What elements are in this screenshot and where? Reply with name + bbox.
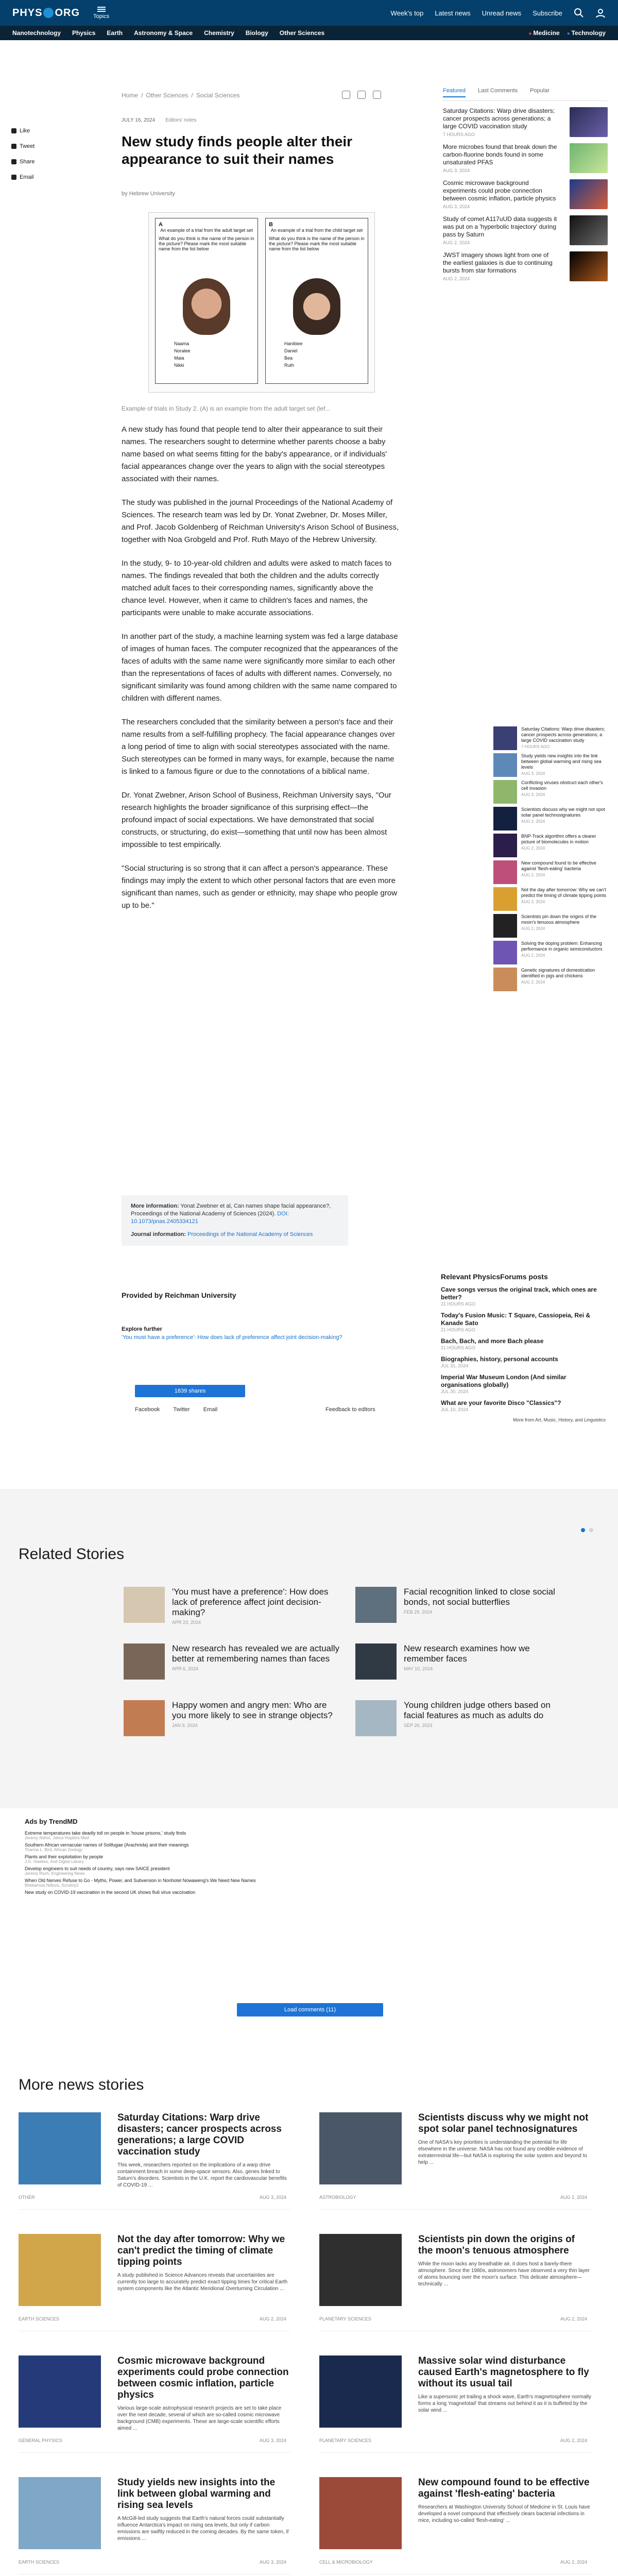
article-date: JULY 16, 2024	[122, 117, 156, 123]
nav-unread-news[interactable]: Unread news	[482, 9, 522, 17]
top-nav	[391, 8, 606, 18]
share-facebook[interactable]: Facebook	[135, 1406, 160, 1413]
news-summary: One of NASA's key priorities is understanding the potential for life elsewhere in the universe. NASA has not found any credible evidence of extraterrestrial life—but NASA is exploring the solar system and beyond to help ...	[418, 2140, 587, 2165]
share-sidebar	[11, 128, 42, 180]
breadcrumb-other-sciences[interactable]: Other Sciences	[146, 92, 188, 99]
forum-post[interactable]: Cave songs versus the original track, which ones are better? 21 HOURS AGO	[441, 1286, 597, 1307]
news-summary: This week, researchers reported on the implications of a warp drive containment breach in some deep-space sensors. Also, genes linked to Saturn's disorders. Scientists in the U.K. report the cardiovascular benefits of COVID-19 ...	[117, 2162, 287, 2188]
related-story[interactable]: Happy women and angry men: Who are you more likely to see in strange objects? JAN 9, 2024	[124, 1700, 340, 1736]
news-category: EARTH SCIENCES	[19, 2316, 59, 2321]
sidebar-news-item[interactable]: Not the day after tomorrow: Why we can't predict the timing of climate tipping points AUG 2, 2024	[493, 887, 610, 911]
trendmd-item[interactable]: Southern African vernacular names of Solifugae (Arachnida) and their meanings Tharina L. Bird, African Zoology	[25, 1842, 189, 1852]
hamburger-icon	[97, 7, 106, 12]
news-date: AUG 2, 2024	[560, 2560, 587, 2565]
news-thumbnail	[19, 2234, 101, 2306]
forum-post[interactable]: Imperial War Museum London (And similar organisations globally) JUL 30, 2024	[441, 1374, 566, 1394]
right-sidebar	[443, 88, 608, 281]
like-button[interactable]: Like	[11, 128, 42, 134]
sidebar-news-item[interactable]: Conflicting viruses obstruct each other's cell invasion AUG 3, 2024	[493, 780, 610, 804]
cat-astronomy[interactable]: Astronomy & Space	[134, 29, 193, 37]
news-title: New compound found to be effective against 'flesh-eating' bacteria	[418, 2477, 590, 2499]
news-title: Scientists discuss why we might not spot solar panel technosignatures	[418, 2112, 589, 2134]
news-title: Saturday Citations: Warp drive disasters; cancer prospects across generations; a large COVID vaccination study	[117, 2112, 282, 2157]
news-date: AUG 3, 2024	[259, 2438, 286, 2443]
cat-biology[interactable]: Biology	[245, 29, 268, 37]
breadcrumb-social-sciences[interactable]: Social Sciences	[196, 92, 240, 99]
twitter-icon	[11, 144, 16, 149]
editors-notes-link[interactable]: Editors' notes	[165, 117, 197, 123]
sidebar-tabs	[443, 88, 608, 101]
news-summary: A study published in Science Advances reveals that uncertainties are currently too large to accurately predict exact tipping times for critical Earth system components like the Atlantic Meridional Overturning Circulation ...	[117, 2273, 288, 2292]
news-title: Study yields new insights into the link between global warming and rising sea levels	[117, 2477, 276, 2511]
physicsforums-panel	[441, 1273, 606, 1422]
share-email[interactable]: Email	[203, 1406, 218, 1413]
doi-link[interactable]: DOI: 10.1073/pnas.2405334121	[131, 1211, 289, 1225]
email-button[interactable]: Email	[11, 174, 42, 180]
featured-item[interactable]: Saturday Citations: Warp drive disasters; cancer prospects across generations; a large COVID vaccination study 7 HOURS AGO	[443, 107, 608, 137]
related-stories-section	[0, 1489, 618, 1808]
forum-more-link[interactable]: More from Art, Music, History, and Linguistics	[513, 1417, 606, 1422]
featured-item[interactable]: Cosmic microwave background experiments could probe connection between cosmic inflation, particle physics AUG 3, 2024	[443, 179, 608, 209]
news-thumbnail	[19, 2112, 101, 2184]
more-news-item[interactable]	[319, 2355, 591, 2467]
news-date: AUG 2, 2024	[560, 2316, 587, 2321]
more-news-heading: More news stories	[19, 2076, 144, 2093]
article-meta	[122, 117, 197, 123]
trendmd-ads	[25, 1818, 385, 1897]
cat-other-sciences[interactable]: Other Sciences	[279, 29, 325, 37]
top-bar	[0, 0, 618, 26]
forum-post[interactable]: Bach, Bach, and more Bach please 21 HOURS AGO	[441, 1337, 544, 1350]
carousel-dots[interactable]	[581, 1528, 593, 1532]
sidebar-news-item[interactable]: Scientists pin down the origins of the moon's tenuous atmosphere AUG 2, 2024	[493, 914, 610, 938]
news-thumbnail	[319, 2477, 402, 2549]
thumbnail-image	[570, 215, 608, 245]
news-summary: While the moon lacks any breathable air, it does host a barely-there atmosphere. Since the 1980s, astronomers have observed a very thin layer of atoms bouncing over the moon's surface. This delicate atmosphere—technically ...	[418, 2261, 590, 2287]
news-thumbnail	[19, 2355, 101, 2428]
bookmark-icon[interactable]	[342, 91, 350, 99]
news-category: PLANETARY SCIENCES	[319, 2316, 372, 2321]
thumbnail-image	[570, 107, 608, 137]
figure-panel-a: A An example of a trial from the adult target set What do you think is the name of the person in the picture? Please mark the most suitable name from the list below Naama Noralee Maia Nikki	[155, 218, 258, 384]
related-story[interactable]: Facial recognition linked to close social bonds, not social butterflies FEB 29, 2024	[355, 1587, 572, 1623]
news-category: CELL & MICROBIOLOGY	[319, 2560, 373, 2565]
news-date: AUG 2, 2024	[259, 2316, 286, 2321]
provided-by: Provided by Reichman University	[122, 1291, 236, 1299]
tab-featured[interactable]: Featured	[443, 88, 466, 97]
news-title: Cosmic microwave background experiments could probe connection between cosmic inflation, particle physics	[117, 2355, 289, 2400]
related-story[interactable]: Young children judge others based on facial features as much as adults do SEP 26, 2023	[355, 1700, 572, 1736]
forum-post[interactable]: Today's Fusion Music: T Square, Cassiopeia, Rei & Kanade Sato 21 HOURS AGO	[441, 1312, 591, 1332]
trendmd-item[interactable]: New study on COVID-19 vaccination in the second UK shows flu6 virus vaccination	[25, 1890, 196, 1895]
news-category: PLANETARY SCIENCES	[319, 2438, 372, 2443]
article-title: New study finds people alter their appearance to suit their names	[122, 133, 353, 167]
trendmd-heading: Ads by TrendMD	[25, 1818, 78, 1825]
article-byline: by Hebrew University	[122, 191, 175, 197]
feedback-link[interactable]: Feedback to editors	[325, 1406, 375, 1413]
related-story[interactable]: 'You must have a preference': How does lack of preference affect joint decision-making? APR 23, 2024	[124, 1587, 340, 1625]
logo-text-left: PHYS	[12, 7, 43, 19]
share-button[interactable]: Share	[11, 159, 42, 165]
adult-face-photo	[183, 278, 230, 335]
thumbnail-image	[570, 251, 608, 281]
share-twitter[interactable]: Twitter	[173, 1406, 190, 1413]
sidebar-news-item[interactable]: New compound found to be effective against 'flesh-eating' bacteria AUG 2, 2024	[493, 860, 610, 884]
forum-heading: Relevant PhysicsForums posts	[441, 1273, 548, 1281]
sidebar-news-item[interactable]: Genetic signatures of domestication identified in pigs and chickens AUG 2, 2024	[493, 968, 610, 991]
sidebar-news-list	[493, 726, 610, 994]
more-news-item[interactable]	[319, 2477, 591, 2576]
print-icon[interactable]	[357, 91, 366, 99]
logo-text-right: ORG	[55, 7, 80, 19]
tab-popular[interactable]: Popular	[530, 88, 550, 94]
related-story[interactable]: New research examines how we remember faces MAY 10, 2024	[355, 1643, 572, 1680]
paragraph: A new study has found that people tend to alter their appearance to suit their names. The researchers sought to determine whether parents choose a baby name based on what seems fitting for the baby's appearance, or if individuals' facial appearances change over the years to align with the social stereotypes associated with their names.	[122, 425, 387, 483]
nav-weeks-top[interactable]: Week's top	[390, 9, 424, 17]
user-icon[interactable]	[595, 8, 606, 18]
explore-further-link[interactable]: 'You must have a preference': How does lack of preference affect joint decision-making?	[122, 1334, 342, 1341]
news-thumbnail	[319, 2234, 402, 2306]
forum-post[interactable]: What are your favorite Disco "Classics"? JUL 10, 2024	[441, 1399, 561, 1412]
article-figure[interactable]	[148, 212, 375, 393]
paragraph: Dr. Yonat Zwebner, Arison School of Business, Reichman University says, "Our research highlights the broader significance of this surprising effect—the profound impact of social expectations. We have demonstrated that social constructs, or structuring, do exist—something that until now has been almost impossible to test empirically.	[122, 791, 391, 849]
share-bar	[135, 1406, 217, 1413]
email-icon	[11, 175, 16, 180]
trendmd-item[interactable]: Extreme temperatures take deadly toll on people in 'house prisons,' study finds Jeremy Rehm, Johns Hopkins Med	[25, 1831, 186, 1840]
cat-physics[interactable]: Physics	[72, 29, 96, 37]
sidebar-news-item[interactable]: Saturday Citations: Warp drive disasters; cancer prospects across generations; a large COVID vaccination study 7 HOURS AGO	[493, 726, 610, 750]
tweet-button[interactable]: Tweet	[11, 143, 42, 149]
related-story[interactable]: New research has revealed we are actually better at remembering names than faces APR 6, 2024	[124, 1643, 340, 1680]
news-category: OTHER	[19, 2195, 35, 2200]
news-date: AUG 2, 2024	[560, 2438, 587, 2443]
article-body	[122, 423, 400, 923]
shares-count-button[interactable]: 1839 shares	[135, 1385, 245, 1397]
featured-item[interactable]: More microbes found that break down the carbon-fluorine bonds found in some unsaturated PFAS AUG 3, 2024	[443, 143, 608, 173]
news-date: AUG 2, 2024	[560, 2195, 587, 2200]
trendmd-item[interactable]: Develop engineers to suit needs of country, says new SAICE president Jeremy Ruch, Engineering News	[25, 1866, 170, 1876]
more-news-item[interactable]	[19, 2112, 290, 2224]
sidebar-news-item[interactable]: Study yields new insights into the link between global warming and rising sea levels AUG 3, 2024	[493, 753, 610, 777]
category-bar	[0, 26, 618, 40]
topics-menu-button[interactable]	[93, 7, 109, 20]
nav-subscribe[interactable]: Subscribe	[533, 9, 562, 17]
nav-latest-news[interactable]: Latest news	[435, 9, 471, 17]
share-icon	[11, 159, 16, 164]
thumbnail-image	[570, 179, 608, 209]
sidebar-news-item[interactable]: Solving the doping problem: Enhancing performance in organic semiconductors AUG 2, 2024	[493, 941, 610, 964]
figure-panel-b: B An example of a trial from the child target set What do you think is the name of the person in the picture? Please mark the most suitable name from the list below Hanibiee Daniel Bea Ruth	[265, 218, 368, 384]
news-summary: Like a supersonic jet trailing a shock wave, Earth's magnetosphere normally forms a long 'magnetotail' that streams out behind it as it is buffeted by the solar wind ...	[418, 2394, 591, 2413]
news-category: GENERAL PHYSICS	[19, 2438, 62, 2443]
featured-item[interactable]: JWST imagery shows light from one of the earliest galaxies is due to continuing bursts from star formations AUG 2, 2024	[443, 251, 608, 281]
journal-link[interactable]: Proceedings of the National Academy of Sciences	[187, 1231, 313, 1238]
more-information-box: More information: Yonat Zwebner et al, Can names shape facial appearance?, Proceedings of the National Academy of Sciences (2024). DOI: 10.1073/pnas.2405334121 Journal information: Proceedings of the National Academy of Sciences	[122, 1195, 348, 1246]
sidebar-news-item[interactable]: Scientists discuss why we might not spot solar panel technosignatures AUG 2, 2024	[493, 807, 610, 831]
forum-post[interactable]: Biographies, history, personal accounts JUL 31, 2024	[441, 1355, 558, 1368]
breadcrumb-home[interactable]: Home	[122, 92, 139, 99]
related-heading: Related Stories	[19, 1546, 125, 1563]
article-tools	[342, 91, 381, 99]
news-summary: Various large-scale astrophysical research projects are set to take place over the next decade, several of which are so-called cosmic microwave background (CMB) experiments. These are large-scale scientific efforts aimed ...	[117, 2405, 282, 2431]
sidebar-news-item[interactable]: BNP-Track algorithm offers a clearer picture of biomolecules in motion AUG 2, 2024	[493, 834, 610, 857]
news-title: Massive solar wind disturbance caused Earth's magnetosphere to fly without its usual tail	[418, 2355, 589, 2389]
featured-item[interactable]: Study of comet A117uUD data suggests it was put on a 'hyperbolic trajectory' during pass by Saturn AUG 2, 2024	[443, 215, 608, 245]
news-thumbnail	[19, 2477, 101, 2549]
paragraph: In the study, 9- to 10-year-old children and adults were asked to match faces to names. The findings revealed that both the children and the adults correctly matched adult faces to their corresponding names, significantly above the chance level. However, when it came to children's faces and names, the participants were unable to make accurate associations.	[122, 559, 392, 617]
trendmd-item[interactable]: Plants and their exploitation by people J.G. Hawkes, Arid Digital Library	[25, 1854, 104, 1864]
more-news-item[interactable]	[19, 2477, 290, 2576]
news-title: Scientists pin down the origins of the moon's tenuous atmosphere	[418, 2234, 575, 2256]
breadcrumb: Home / Other Sciences / Social Sciences	[122, 92, 240, 99]
tab-last-comments[interactable]: Last Comments	[478, 88, 518, 94]
news-summary: Researchers at Washington University School of Medicine in St. Louis have developed a novel compound that effectively clears bacterial infections in mice, including so-called 'flesh-eating' ...	[418, 2504, 590, 2523]
load-comments-button[interactable]: Load comments (11)	[237, 2003, 383, 2016]
news-date: AUG 3, 2024	[259, 2195, 286, 2200]
news-thumbnail	[319, 2355, 402, 2428]
cat-technology[interactable]: ● Technology	[567, 29, 606, 37]
more-news-item[interactable]	[319, 2234, 591, 2345]
more-news-item[interactable]	[19, 2234, 290, 2345]
paragraph: "Social structuring is so strong that it can affect a person's appearance. These findings may imply the extent to which other personal factors that are even more significant than names, such as gender or ethnicity, may shape who people grow up to be."	[122, 864, 398, 910]
site-logo[interactable]	[12, 7, 80, 19]
child-face-photo	[293, 278, 340, 335]
explore-further: Explore further 'You must have a preference': How does lack of preference affect joint decision-making?	[122, 1326, 342, 1341]
cat-chemistry[interactable]: Chemistry	[204, 29, 234, 37]
news-title: Not the day after tomorrow: Why we can't predict the timing of climate tipping points	[117, 2234, 285, 2267]
settings-icon[interactable]	[373, 91, 381, 99]
search-icon[interactable]	[574, 8, 584, 18]
paragraph: In another part of the study, a machine learning system was fed a large database of images of human faces. The computer recognized that the appearances of the faces of adults with the same name were significantly more similar to each other than the representations of faces of adults with different names. Conversely, no significant similarity was found among children with the same name compared to children with different names.	[122, 632, 398, 703]
thumbnail-image	[570, 143, 608, 173]
news-category: EARTH SCIENCES	[19, 2560, 59, 2565]
topics-label: Topics	[93, 13, 110, 20]
news-thumbnail	[319, 2112, 402, 2184]
news-summary: A McGill-led study suggests that Earth's natural forces could substantially influence Antarctica's impact on rising sea levels, but only if carbon emissions are swiftly reduced in the coming decades. By the same token, if emissions ...	[117, 2516, 289, 2541]
news-date: AUG 3, 2024	[259, 2560, 286, 2565]
cat-nanotechnology[interactable]: Nanotechnology	[12, 29, 61, 37]
more-news-item[interactable]	[19, 2355, 290, 2467]
more-news-item[interactable]	[319, 2112, 591, 2224]
trendmd-item[interactable]: When Old Nerves Refuse to Go - Myths, Power, and Subversion in Nonhotel Nowaweng's We Need New Names Bhekamusi Ndlovu, Scrutiny2	[25, 1878, 256, 1888]
globe-icon	[43, 8, 54, 18]
cat-earth[interactable]: Earth	[107, 29, 123, 37]
paragraph: The study was published in the journal Proceedings of the National Academy of Sciences. The research team was led by Dr. Yonat Zwebner, Dr. Moses Miller, and Prof. Jacob Goldenberg of Reichman University's Arison School of Business, together with Noa Grobgeld and Prof. Ruth Mayo of the Hebrew University.	[122, 498, 399, 544]
paragraph: The researchers concluded that the similarity between a person's face and their name results from a self-fulfilling prophecy. The facial appearance changes over a long period of time to align with social stereotypes associated with the name. Such stereotypes can be formed in many ways, for example, because the name is linked to a famous figure or due to the connotations of a biblical name.	[122, 718, 395, 776]
cat-medicine[interactable]: ● Medicine	[529, 29, 560, 37]
figure-caption: Example of trials in Study 2. (A) is an example from the adult target set (lef...	[122, 405, 331, 412]
news-category: ASTROBIOLOGY	[319, 2195, 356, 2200]
facebook-icon	[11, 128, 16, 133]
